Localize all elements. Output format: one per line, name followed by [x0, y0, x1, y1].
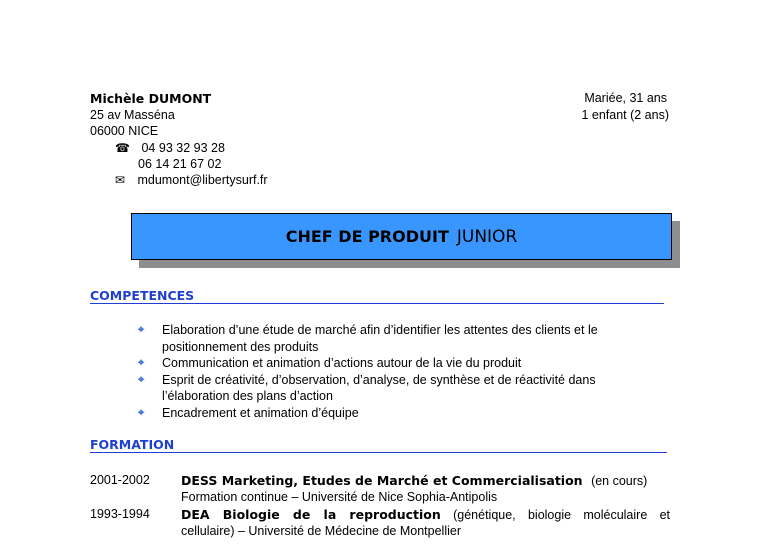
- degree-title: DESS Marketing, Etudes de Marché et Commercialisation: [181, 473, 583, 488]
- phone-number-2: 06 14 21 67 02: [138, 157, 222, 171]
- marital-status: Mariée, 31 ans: [584, 91, 667, 105]
- address-city: 06000 NICE: [90, 124, 159, 138]
- envelope-icon: ✉: [115, 173, 126, 187]
- competence-text: Encadrement et animation d’équipe: [162, 405, 359, 420]
- phone-number-1: 04 93 32 93 28: [141, 141, 225, 155]
- competence-text: Elaboration d’une étude de marché afin d’identifier les attentes des clients et le: [162, 323, 598, 337]
- telephone-icon: ☎: [115, 141, 130, 155]
- degree-detail: cellulaire) – Université de Médecine de Montpellier: [181, 524, 461, 538]
- formation-heading: FORMATION: [90, 437, 175, 452]
- job-title-box: [131, 213, 672, 260]
- list-item: [138, 405, 678, 422]
- formation-years: 1993-1994: [90, 507, 150, 521]
- phone-line-1: [115, 141, 225, 155]
- degree-detail: Formation continue – Université de Nice Sophia-Antipolis: [181, 490, 498, 504]
- email-address: mdumont@libertysurf.fr: [137, 173, 268, 187]
- competences-list: [138, 322, 678, 421]
- formation-underline: [90, 452, 667, 453]
- degree-title: DEA Biologie de la reproduction: [181, 507, 441, 522]
- children-info: 1 enfant (2 ans): [581, 108, 669, 122]
- competences-underline: [90, 303, 664, 304]
- competence-text-cont: positionnement des produits: [162, 339, 319, 354]
- competence-text: Communication et animation d’actions autour de la vie du produit: [162, 356, 522, 370]
- competences-heading: COMPETENCES: [90, 288, 195, 303]
- competence-text-cont: l’élaboration des plans d’action: [162, 389, 333, 403]
- list-item: [138, 322, 678, 355]
- list-item: [138, 372, 678, 405]
- bullet-icon: ⌖: [138, 324, 145, 336]
- list-item: [138, 355, 678, 372]
- address-street: 25 av Masséna: [90, 108, 175, 122]
- bullet-icon: ⌖: [138, 406, 145, 419]
- degree-note: (génétique, biologie moléculaire et: [453, 508, 670, 522]
- bullet-icon: ⌖: [138, 357, 145, 369]
- email-line: [115, 173, 268, 187]
- bullet-icon: ⌖: [138, 373, 145, 386]
- job-title-level: JUNIOR: [456, 226, 518, 247]
- formation-years: 2001-2002: [90, 473, 150, 487]
- competence-text: Esprit de créativité, d’observation, d’analyse, de synthèse et de réactivité dans: [162, 372, 596, 387]
- job-title-main: CHEF DE PRODUIT: [285, 227, 449, 246]
- degree-note: (en cours): [591, 474, 648, 488]
- candidate-name: Michèle DUMONT: [90, 91, 212, 106]
